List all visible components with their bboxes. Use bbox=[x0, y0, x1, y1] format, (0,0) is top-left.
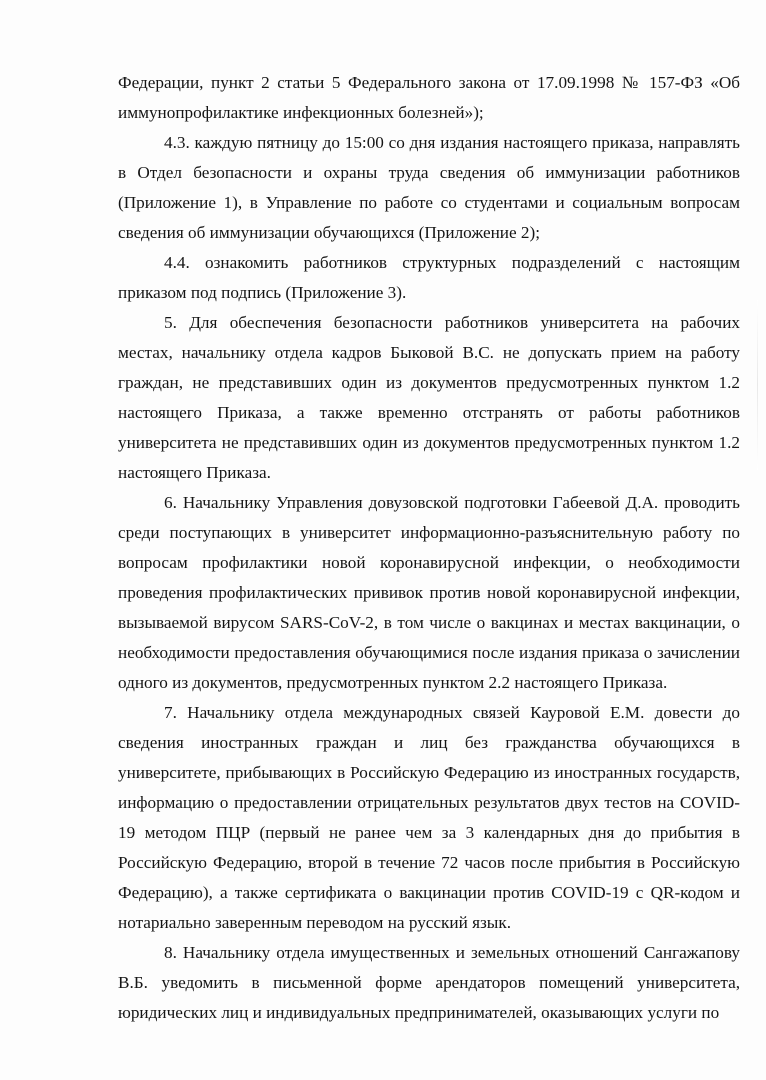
paragraph-4-4: 4.4. ознакомить работников структурных подразделений с настоящим приказом под подпись (Приложение 3). bbox=[118, 253, 740, 302]
paragraph-5: 5. Для обеспечения безопасности работников университета на рабочих местах, начальнику отдела кадров Быковой В.С. не допускать прием на работу граждан, не представивших один из документов предусмотренных пунктом 1.2 настоящего Приказа, а также временно отстранять от работы работников университета не представивших один из документов предусмотренных пунктом 1.2 настоящего Приказа. bbox=[118, 313, 740, 482]
document-body bbox=[118, 68, 740, 1028]
paragraph-6: 6. Начальнику Управления довузовской подготовки Габеевой Д.А. проводить среди поступающих в университет информационно-разъяснительную работу по вопросам профилактики новой коронавирусной инфекции, о необходимости проведения профилактических прививок против новой коронавирусной инфекции, вызываемой вирусом SARS-CoV-2, в том числе о вакцинах и местах вакцинации, о необходимости предоставления обучающимися после издания приказа о зачислении одного из документов, предусмотренных пунктом 2.2 настоящего Приказа. bbox=[118, 493, 740, 692]
paragraph-4-3: 4.3. каждую пятницу до 15:00 со дня издания настоящего приказа, направлять в Отдел безопасности и охраны труда сведения об иммунизации работников (Приложение 1), в Управление по работе со студентами и социальным вопросам сведения об иммунизации обучающихся (Приложение 2); bbox=[118, 133, 740, 242]
scan-edge-mark bbox=[757, 300, 758, 470]
paragraph-8: 8. Начальнику отдела имущественных и земельных отношений Сангажапову В.Б. уведомить в письменной форме арендаторов помещений университета, юридических лиц и индивидуальных предпринимателей, оказывающих услуги по bbox=[118, 943, 740, 1022]
paragraph-continuation: Федерации, пункт 2 статьи 5 Федерального закона от 17.09.1998 № 157-ФЗ «Об иммунопрофилактике инфекционных болезней»); bbox=[118, 73, 740, 122]
paragraph-7: 7. Начальнику отдела международных связей Кауровой Е.М. довести до сведения иностранных граждан и лиц без гражданства обучающихся в университете, прибывающих в Российскую Федерацию из иностранных государств, информацию о предоставлении отрицательных результатов двух тестов на COVID-19 методом ПЦР (первый не ранее чем за 3 календарных дня до прибытия в Российскую Федерацию, второй в течение 72 часов после прибытия в Российскую Федерацию), а также сертификата о вакцинации против COVID-19 с QR-кодом и нотариально заверенным переводом на русский язык. bbox=[118, 703, 740, 932]
